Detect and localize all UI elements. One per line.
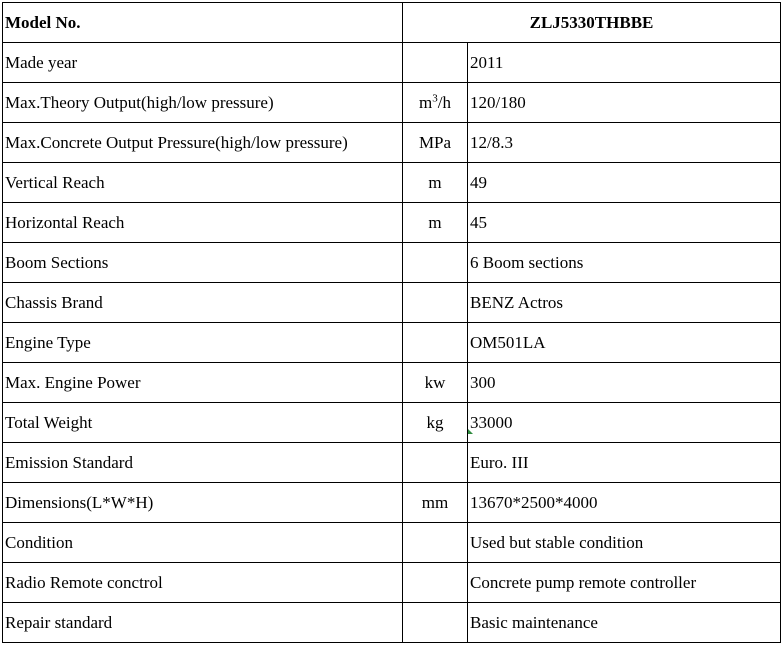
row-value: Basic maintenance bbox=[468, 603, 781, 643]
row-unit bbox=[403, 523, 468, 563]
table-row bbox=[3, 403, 781, 443]
row-value: Used but stable condition bbox=[468, 523, 781, 563]
row-value: 300 bbox=[468, 363, 781, 403]
row-label: Horizontal Reach bbox=[3, 203, 403, 243]
table-row bbox=[3, 363, 781, 403]
row-unit: mm bbox=[403, 483, 468, 523]
row-label: Max.Theory Output(high/low pressure) bbox=[3, 83, 403, 123]
row-value: Concrete pump remote controller bbox=[468, 563, 781, 603]
table-row bbox=[3, 203, 781, 243]
table-row bbox=[3, 243, 781, 283]
row-unit bbox=[403, 283, 468, 323]
row-value: 33000 bbox=[468, 403, 781, 443]
model-no-label: Model No. bbox=[3, 3, 403, 43]
unit-suffix: /h bbox=[437, 92, 451, 112]
row-value: 49 bbox=[468, 163, 781, 203]
row-unit: kw bbox=[403, 363, 468, 403]
table-row bbox=[3, 443, 781, 483]
row-label: Max.Concrete Output Pressure(high/low pressure) bbox=[3, 123, 403, 163]
table-row bbox=[3, 283, 781, 323]
row-unit bbox=[403, 603, 468, 643]
row-unit bbox=[403, 323, 468, 363]
table-row bbox=[3, 83, 781, 123]
row-label: Total Weight bbox=[3, 403, 403, 443]
row-value: OM501LA bbox=[468, 323, 781, 363]
row-label: Radio Remote conctrol bbox=[3, 563, 403, 603]
table-row bbox=[3, 483, 781, 523]
table-row bbox=[3, 523, 781, 563]
row-unit bbox=[403, 43, 468, 83]
row-unit: m bbox=[403, 163, 468, 203]
row-unit: MPa bbox=[403, 123, 468, 163]
row-value: 6 Boom sections bbox=[468, 243, 781, 283]
row-value: BENZ Actros bbox=[468, 283, 781, 323]
row-value-text: Euro. III bbox=[470, 452, 529, 472]
table-row bbox=[3, 43, 781, 83]
unit-base: m bbox=[419, 92, 433, 112]
row-value: 13670*2500*4000 bbox=[468, 483, 781, 523]
row-unit bbox=[403, 563, 468, 603]
row-label: Dimensions(L*W*H) bbox=[3, 483, 403, 523]
row-unit: m bbox=[403, 203, 468, 243]
header-row bbox=[3, 3, 781, 43]
row-value: 12/8.3 bbox=[468, 123, 781, 163]
row-unit: kg bbox=[403, 403, 468, 443]
row-label: Max. Engine Power bbox=[3, 363, 403, 403]
unit-superscript: 3 bbox=[432, 91, 438, 104]
row-label: Emission Standard bbox=[3, 443, 403, 483]
row-label: Chassis Brand bbox=[3, 283, 403, 323]
model-no-value: ZLJ5330THBBE bbox=[403, 3, 781, 43]
row-label: Vertical Reach bbox=[3, 163, 403, 203]
row-label: Engine Type bbox=[3, 323, 403, 363]
row-label: Made year bbox=[3, 43, 403, 83]
table-row bbox=[3, 563, 781, 603]
row-label: Repair standard bbox=[3, 603, 403, 643]
table-row bbox=[3, 123, 781, 163]
row-value: 2011 bbox=[468, 43, 781, 83]
table-row bbox=[3, 603, 781, 643]
row-unit bbox=[403, 443, 468, 483]
row-unit bbox=[403, 243, 468, 283]
row-unit bbox=[403, 83, 468, 123]
table-row bbox=[3, 323, 781, 363]
row-label: Condition bbox=[3, 523, 403, 563]
row-value: 120/180 bbox=[468, 83, 781, 123]
table-row bbox=[3, 163, 781, 203]
spec-table bbox=[2, 2, 781, 643]
row-value bbox=[468, 443, 781, 483]
row-value: 45 bbox=[468, 203, 781, 243]
row-label: Boom Sections bbox=[3, 243, 403, 283]
